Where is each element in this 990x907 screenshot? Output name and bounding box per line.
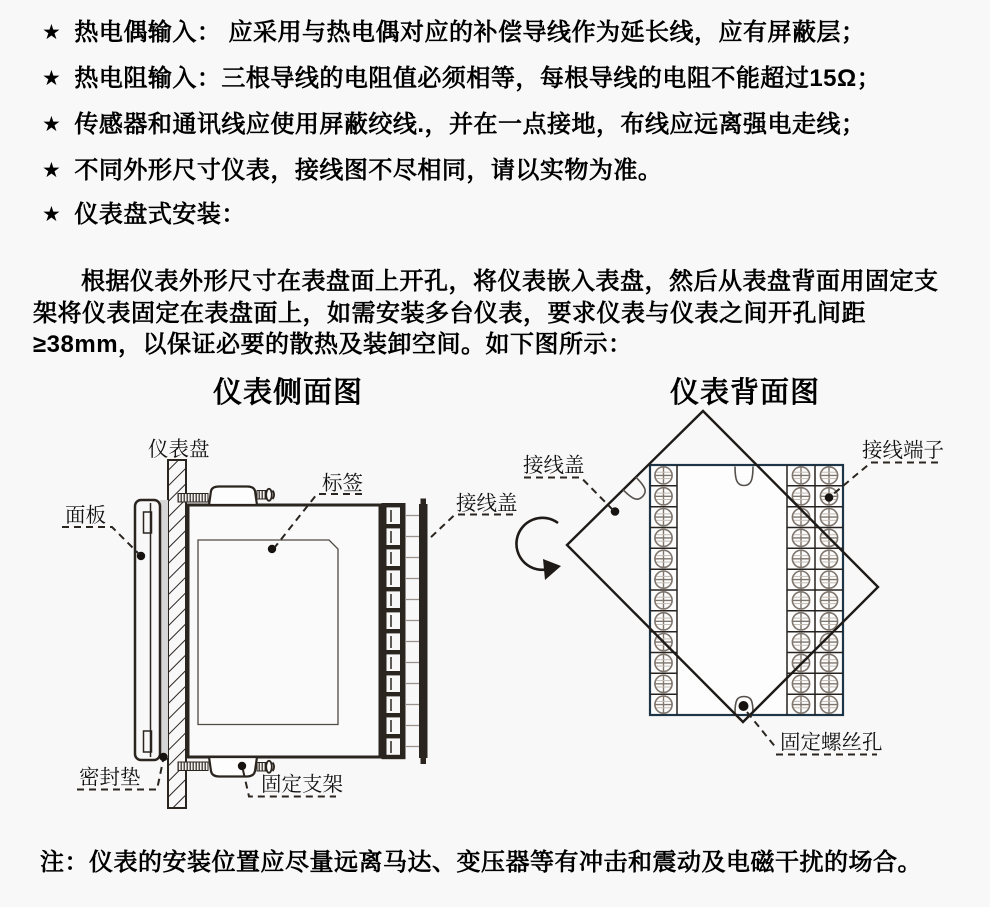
- star-icon: ★: [42, 159, 62, 182]
- instrument-body: [188, 505, 380, 757]
- bottom-fixing-bracket: [178, 757, 274, 777]
- bullet-text: 热电阻输入：三根导线的电阻值必须相等，每根导线的电阻不能超过15Ω；: [74, 65, 882, 92]
- star-icon: ★: [42, 203, 62, 226]
- front-panel: [135, 500, 160, 760]
- star-icon: ★: [42, 113, 62, 136]
- bullet-item-sensor-wiring: [42, 111, 866, 139]
- front-panel-label: 面板: [65, 504, 106, 527]
- bullet-text: 仪表盘式安装：: [74, 201, 246, 228]
- fixing-screw-hole-label: 固定螺丝孔: [780, 731, 883, 754]
- star-icon: ★: [42, 67, 62, 90]
- top-fixing-bracket: [178, 487, 274, 506]
- bullet-text: 热电偶输入： 应采用与热电偶对应的补偿导线作为延长线，应有屏蔽层；: [74, 19, 866, 46]
- panel-board-label: 仪表盘: [148, 438, 210, 461]
- rotate-arrow-icon: [516, 518, 561, 580]
- bullet-text: 不同外形尺寸仪表，接线图不尽相同，请以实物为准。: [74, 157, 663, 184]
- terminal-cover-leader: [429, 515, 513, 540]
- terminal-callout-dot: [825, 493, 834, 502]
- side-view-title: 仪表侧面图: [212, 377, 363, 409]
- fixing-bracket-label: 固定支架: [261, 773, 343, 796]
- bullet-item-dimension-note: [42, 157, 662, 185]
- terminal-cover-bar: [419, 499, 428, 765]
- installation-paragraph: 根据仪表外形尺寸在表盘面上开孔，将仪表嵌入表盘，然后从表盘背面用固定支架将仪表固定在表盘面上，如需安装多台仪表，要求仪表与仪表之间开孔间距≥38mm，以保证必要的散热及装卸空间。如下图所示：: [33, 268, 939, 358]
- bullet-text: 传感器和通讯线应使用屏蔽绞线.，并在一点接地，布线应远离强电走线；: [74, 111, 866, 138]
- panel-wall-hatched: [168, 460, 186, 808]
- gasket-callout-dot: [159, 753, 167, 761]
- back-view-diagram: [515, 400, 990, 765]
- bracket-callout-dot: [238, 762, 246, 770]
- star-icon: ★: [42, 21, 62, 44]
- tag-label: 标签: [322, 472, 363, 495]
- fixing-screw-hole: [735, 697, 753, 714]
- back-view-title: 仪表背面图: [669, 377, 820, 409]
- terminal-cover-label: 接线盖: [456, 492, 518, 515]
- seal-gasket-label: 密封垫: [79, 766, 141, 789]
- bullet-item-rtd: [42, 65, 881, 93]
- back-terminal-cover-label: 接线盖: [523, 454, 585, 477]
- side-view-diagram: [40, 425, 520, 815]
- bullet-item-panel-mount: [42, 201, 246, 229]
- cover-screw-tab: [623, 477, 649, 503]
- terminal-block-label: 接线端子: [862, 439, 944, 462]
- cover-leader: [524, 478, 613, 511]
- rear-terminal-ladder: [382, 503, 420, 759]
- front-panel-leader: [62, 527, 139, 554]
- bullet-item-thermocouple: [42, 19, 866, 47]
- installation-note: 注：仪表的安装位置应尽量远离马达、变压器等有冲击和震动及电磁干扰的场合。: [40, 849, 922, 876]
- terminal-leader: [831, 463, 938, 497]
